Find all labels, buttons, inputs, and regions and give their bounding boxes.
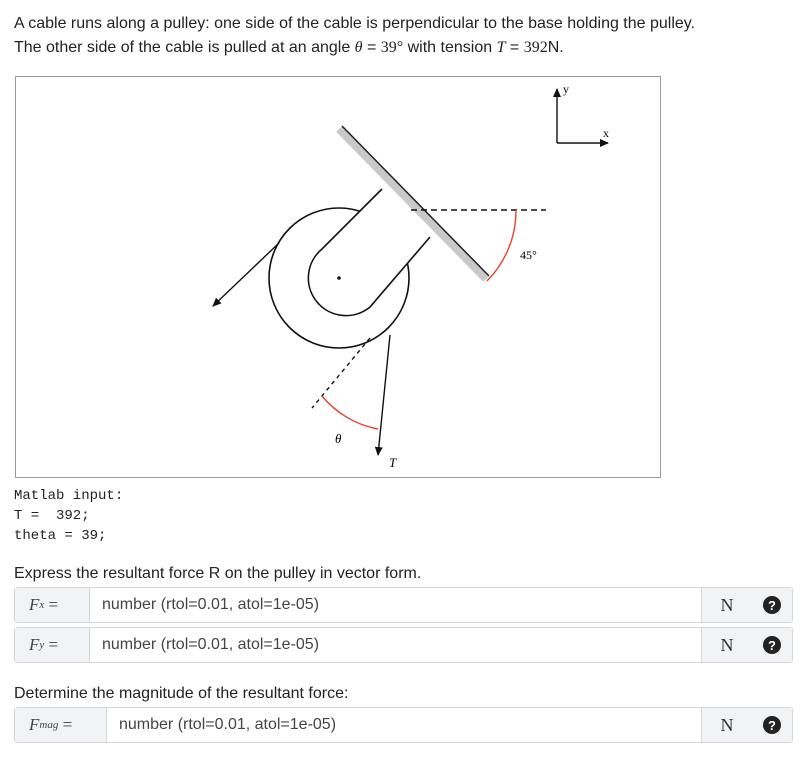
theta-value: 39°: [380, 39, 404, 56]
fx-input[interactable]: [90, 588, 701, 622]
intro-text-mid: with tension: [403, 39, 497, 56]
tension-label: T: [389, 455, 397, 470]
pulley-diagram: [16, 77, 660, 477]
x-axis-label: x: [603, 126, 609, 140]
fmag-unit: N: [701, 708, 752, 742]
intro-line-2: The other side of the cable is pulled at an angle θ = 39° with tension T = 392N.: [14, 39, 564, 56]
tension-unit: N.: [547, 39, 564, 56]
intro-text: The other side of the cable is pulled at an angle: [14, 39, 355, 56]
theta-label: θ: [335, 431, 342, 446]
fy-input[interactable]: [90, 628, 701, 662]
help-icon: ?: [763, 636, 781, 654]
fx-label: F x =: [15, 588, 90, 622]
theta-arc: [322, 396, 378, 429]
fmag-var: F: [29, 715, 40, 734]
fy-label: F y =: [15, 628, 90, 662]
tension-symbol: T: [496, 39, 506, 56]
fx-unit: N: [701, 588, 752, 622]
fy-sub: y: [39, 639, 45, 651]
fy-answer-row: [14, 627, 793, 663]
y-axis-label: y: [563, 82, 569, 96]
fx-answer-row: [14, 587, 793, 623]
fy-var: F: [29, 635, 40, 654]
angle-45-label: 45°: [520, 248, 537, 262]
matlab-line-2: theta = 39;: [14, 528, 107, 544]
help-icon: ?: [763, 716, 781, 734]
matlab-input-block: [14, 486, 123, 546]
problem-statement: [14, 12, 804, 60]
help-icon: ?: [763, 596, 781, 614]
angle-45-arc: [487, 210, 516, 281]
intro-line-1: A cable runs along a pulley: one side of the cable is perpendicular to the base holding the pulley.: [14, 15, 696, 32]
fmag-input[interactable]: [107, 708, 701, 742]
tension-value: 392: [523, 39, 548, 56]
cable-tension: [378, 335, 390, 455]
fmag-help-button[interactable]: [752, 708, 792, 742]
question-2-prompt: Determine the magnitude of the resultant force:: [14, 685, 349, 702]
axle-dot: [337, 276, 341, 280]
fx-help-button[interactable]: [752, 588, 792, 622]
pulley-figure: [15, 76, 661, 478]
matlab-heading: Matlab input:: [14, 488, 124, 504]
fmag-label: F mag =: [15, 708, 107, 742]
theta-symbol: θ: [354, 39, 363, 56]
fx-var: F: [29, 595, 40, 614]
matlab-line-1: T = 392;: [14, 508, 90, 524]
fy-help-button[interactable]: [752, 628, 792, 662]
fmag-answer-row: [14, 707, 793, 743]
fmag-sub: mag: [39, 719, 59, 731]
fy-unit: N: [701, 628, 752, 662]
fx-sub: x: [39, 599, 45, 611]
coordinate-axes: [557, 82, 609, 143]
question-1-prompt: Express the resultant force R on the pulley in vector form.: [14, 565, 422, 582]
